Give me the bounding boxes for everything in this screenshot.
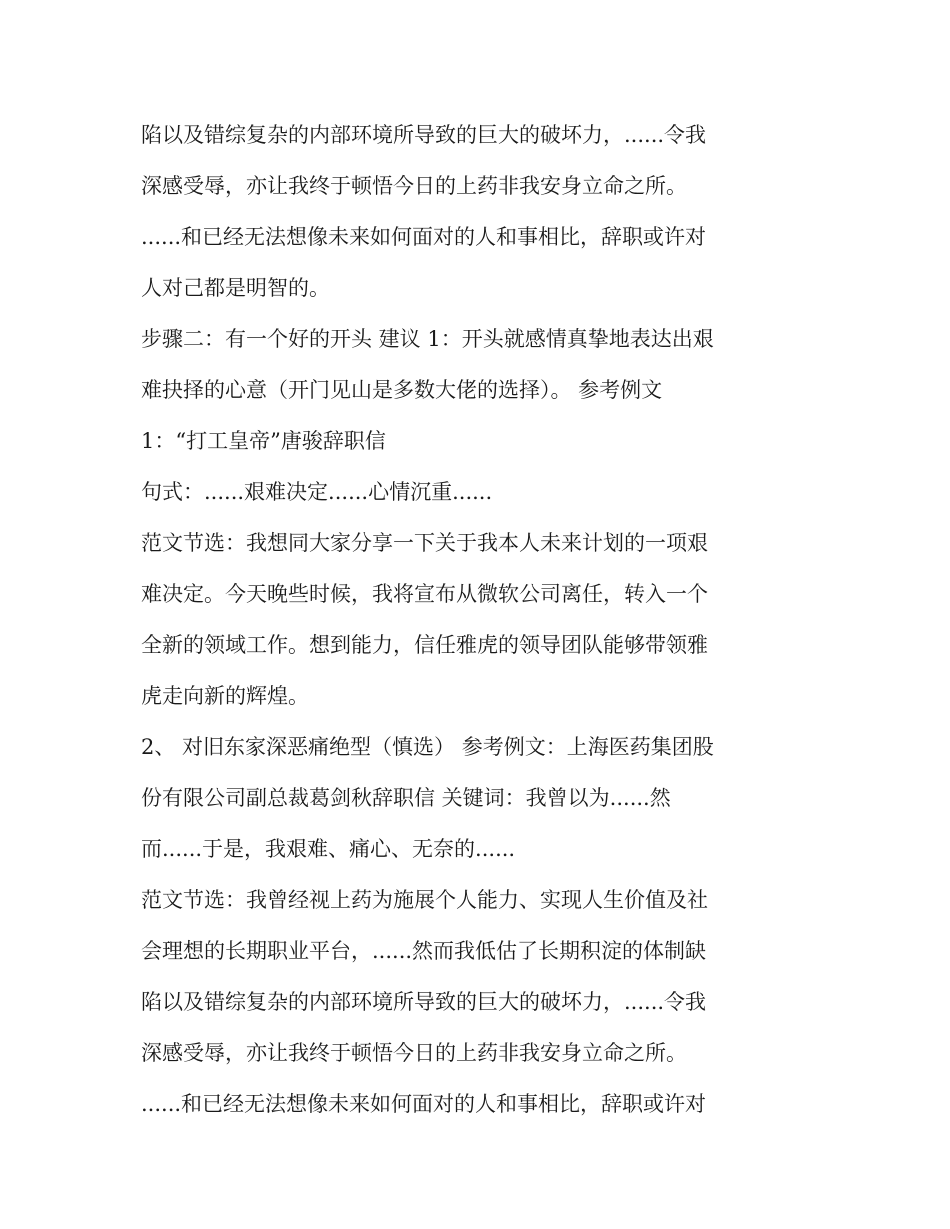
text-line: 范文节选：我想同大家分享一下关于我本人未来计划的一项艰 [141, 531, 708, 555]
text-line: 难抉择的心意（开门见山是多数大佬的选择）。 参考例文 [141, 378, 663, 402]
text-line: 步骤二：有一个好的开头 建议 1：开头就感情真挚地表达出艰 [141, 327, 714, 351]
text-line: 难决定。今天晚些时候，我将宣布从微软公司离任，转入一个 [141, 582, 708, 606]
text-line: 深感受辱，亦让我终于顿悟今日的上药非我安身立命之所。 [141, 174, 687, 198]
text-line: 而......于是，我艰难、痛心、无奈的...... [141, 837, 516, 861]
text-line: 会理想的长期职业平台，......然而我低估了长期积淀的体制缺 [141, 939, 707, 963]
text-line: 陷以及错综复杂的内部环境所导致的巨大的破坏力，......令我 [141, 123, 707, 147]
text-line: ......和已经无法想像未来如何面对的人和事相比，辞职或许对 [141, 1092, 707, 1116]
body-text [141, 110, 821, 1130]
text-line: ......和已经无法想像未来如何面对的人和事相比，辞职或许对 [141, 225, 707, 249]
text-line: 虎走向新的辉煌。 [141, 684, 309, 708]
text-line: 陷以及错综复杂的内部环境所导致的巨大的破坏力，......令我 [141, 990, 707, 1014]
text-line: 句式：......艰难决定......心情沉重...... [141, 480, 493, 504]
text-line: 1：“打工皇帝”唐骏辞职信 [141, 429, 386, 453]
text-line: 范文节选：我曾经视上药为施展个人能力、实现人生价值及社 [141, 888, 708, 912]
text-line: 份有限公司副总裁葛剑秋辞职信 关键词：我曾以为......然 [141, 786, 671, 810]
text-line: 全新的领域工作。想到能力，信任雅虎的领导团队能够带领雅 [141, 633, 708, 657]
text-line: 2、 对旧东家深恶痛绝型（慎选） 参考例文：上海医药集团股 [141, 735, 714, 759]
text-line: 深感受辱，亦让我终于顿悟今日的上药非我安身立命之所。 [141, 1041, 687, 1065]
text-line: 人对己都是明智的。 [141, 276, 330, 300]
